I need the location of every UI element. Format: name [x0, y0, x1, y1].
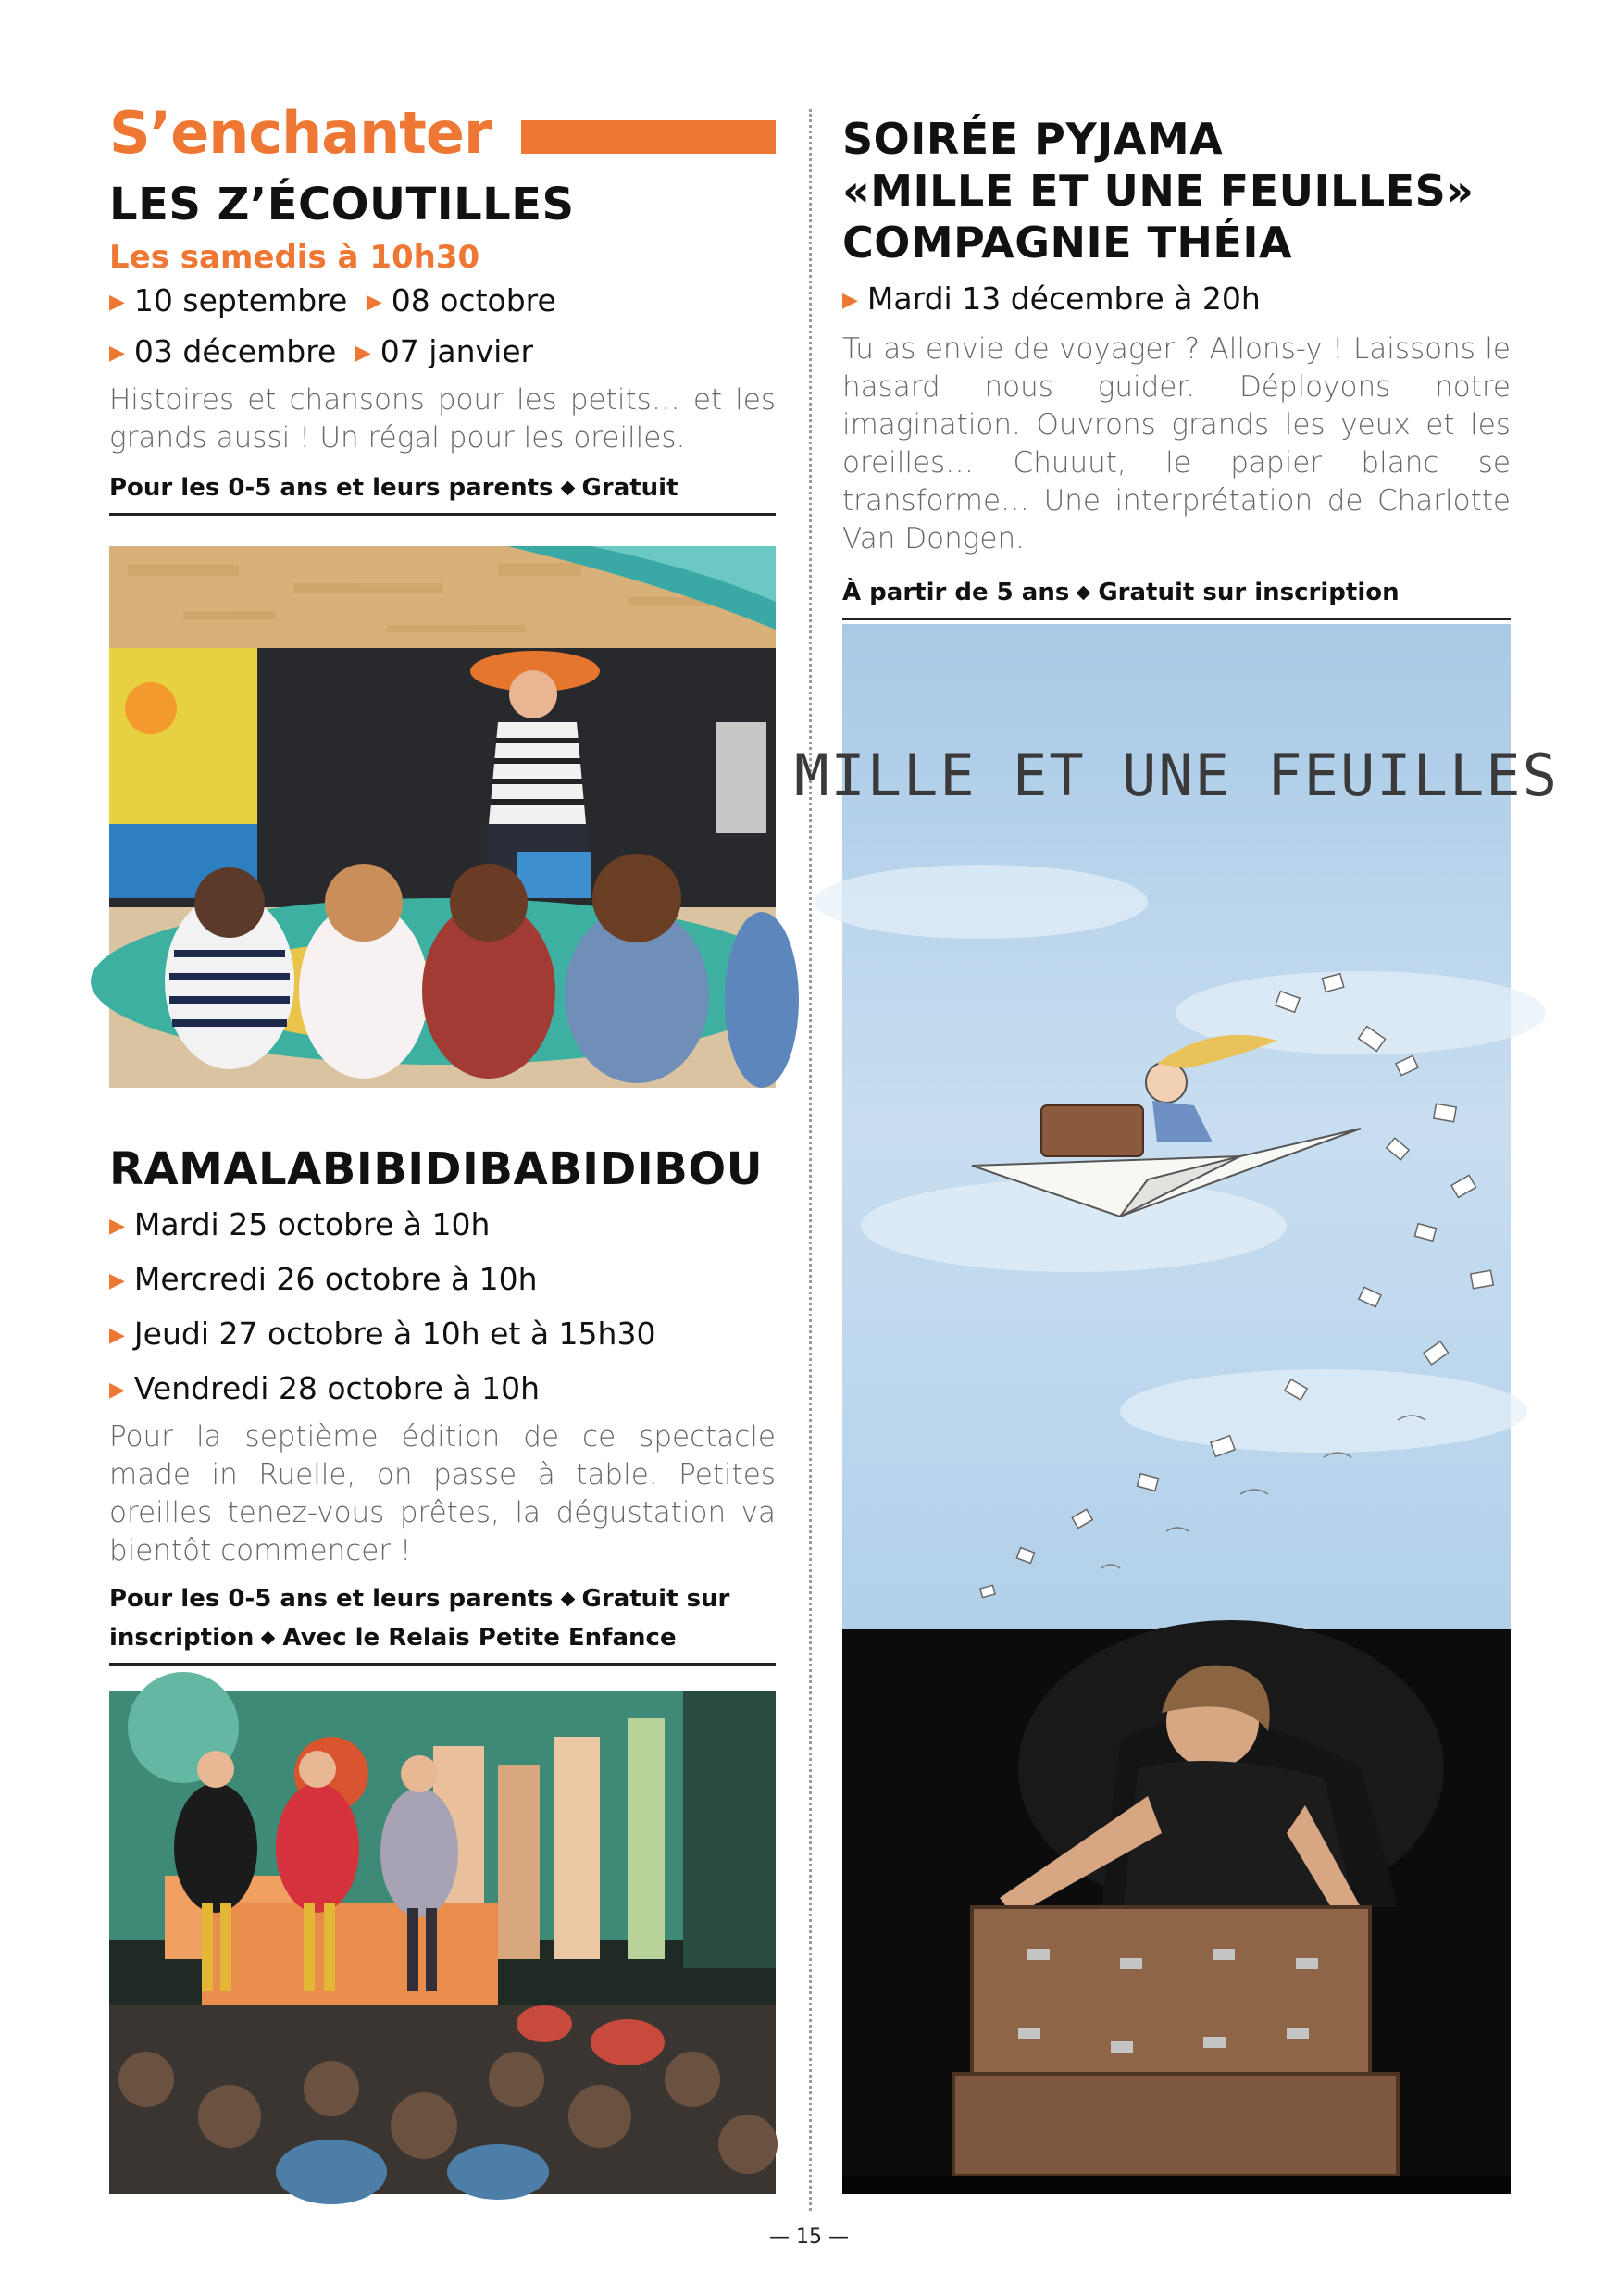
bullet-triangle-icon: ▶ — [355, 342, 371, 365]
event-title: LES Z’ÉCOUTILLES — [109, 179, 575, 231]
bullet-triangle-icon: ▶ — [842, 289, 858, 312]
event-description: Pour la septième édition de ce spectacle made in Ruelle, on passe à table. Petites oreilles tenez-vous prêtes, la dégustation va bientôt commencer ! — [109, 1420, 776, 1567]
bullet-triangle-icon: ▶ — [109, 291, 125, 314]
poster-illustration — [794, 624, 1559, 1629]
bullet-triangle-icon: ▶ — [109, 1324, 125, 1347]
date-item: Mardi 25 octobre à 10h — [133, 1206, 491, 1242]
event-zecoutilles — [109, 178, 776, 516]
bullet-triangle-icon: ▶ — [109, 342, 125, 365]
column-divider — [809, 109, 812, 2211]
photo-storytelling — [109, 546, 776, 1088]
photo-show — [109, 1691, 776, 2194]
date-item: Jeudi 27 octobre à 10h et à 15h30 — [133, 1316, 656, 1352]
info-audience: À partir de 5 ans — [842, 579, 1070, 606]
section-title: S’enchanter — [109, 99, 492, 167]
section-title-bar — [521, 120, 776, 154]
bullet-triangle-icon: ▶ — [109, 1269, 125, 1292]
section-header — [109, 96, 776, 170]
photo-performer — [842, 1629, 1511, 2194]
date-item: Mardi 13 décembre à 20h — [866, 281, 1261, 317]
event-title — [842, 113, 1511, 268]
event-dates — [842, 276, 1511, 327]
date-item: 10 septembre — [133, 282, 348, 318]
event-ramalabibidibabidibou — [109, 1142, 776, 1666]
page-number: — 15 — — [769, 2226, 849, 2249]
diamond-icon — [560, 1592, 575, 1607]
poster-title: MILLE ET UNE FEUILLES — [794, 742, 1559, 809]
date-item: 07 janvier — [380, 333, 534, 369]
bullet-triangle-icon: ▶ — [109, 1215, 125, 1238]
info-audience: Pour les 0-5 ans et leurs parents — [109, 474, 554, 502]
date-item: 03 décembre — [133, 333, 337, 369]
event-soiree-pyjama — [842, 113, 1511, 620]
event-description: Histoires et chansons pour les petits… et les grands aussi ! Un régal pour les oreilles. — [109, 383, 776, 455]
date-item: Mercredi 26 octobre à 10h — [133, 1261, 538, 1297]
event-title: RAMALABIBIDIBABIDIBOU — [109, 1143, 764, 1195]
event-title-line: COMPAGNIE THÉIA — [842, 218, 1293, 268]
diamond-icon — [1077, 586, 1091, 601]
info-price: Gratuit — [581, 474, 678, 502]
diamond-icon — [560, 481, 575, 496]
info-audience: Pour les 0-5 ans et leurs parents — [109, 1585, 554, 1613]
event-info — [109, 468, 776, 516]
event-title-line: «MILLE ET UNE FEUILLES» — [842, 166, 1475, 216]
event-dates — [109, 1200, 776, 1418]
bullet-triangle-icon: ▶ — [109, 1379, 125, 1402]
event-info — [842, 573, 1511, 620]
info-partner: Avec le Relais Petite Enfance — [282, 1624, 677, 1652]
event-title-line: SOIRÉE PYJAMA — [842, 114, 1224, 164]
event-info — [109, 1579, 776, 1666]
date-item: 08 octobre — [391, 282, 556, 318]
info-price: Gratuit sur inscription — [109, 1585, 730, 1652]
bullet-triangle-icon: ▶ — [366, 291, 382, 314]
info-price: Gratuit sur inscription — [1098, 579, 1400, 606]
event-description: Tu as envie de voyager ? Allons-y ! Laissons le hasard nous guider. Déployons notre imagination. Ouvrons grands les yeux et les oreilles… Chuuut, le papier blanc se transforme… Une interprétation de Charlotte Van Dongen. — [842, 332, 1511, 555]
diamond-icon — [261, 1631, 276, 1646]
date-item: Vendredi 28 octobre à 10h — [133, 1370, 540, 1406]
event-subtitle: Les samedis à 10h30 — [109, 239, 480, 276]
event-dates — [109, 278, 776, 380]
